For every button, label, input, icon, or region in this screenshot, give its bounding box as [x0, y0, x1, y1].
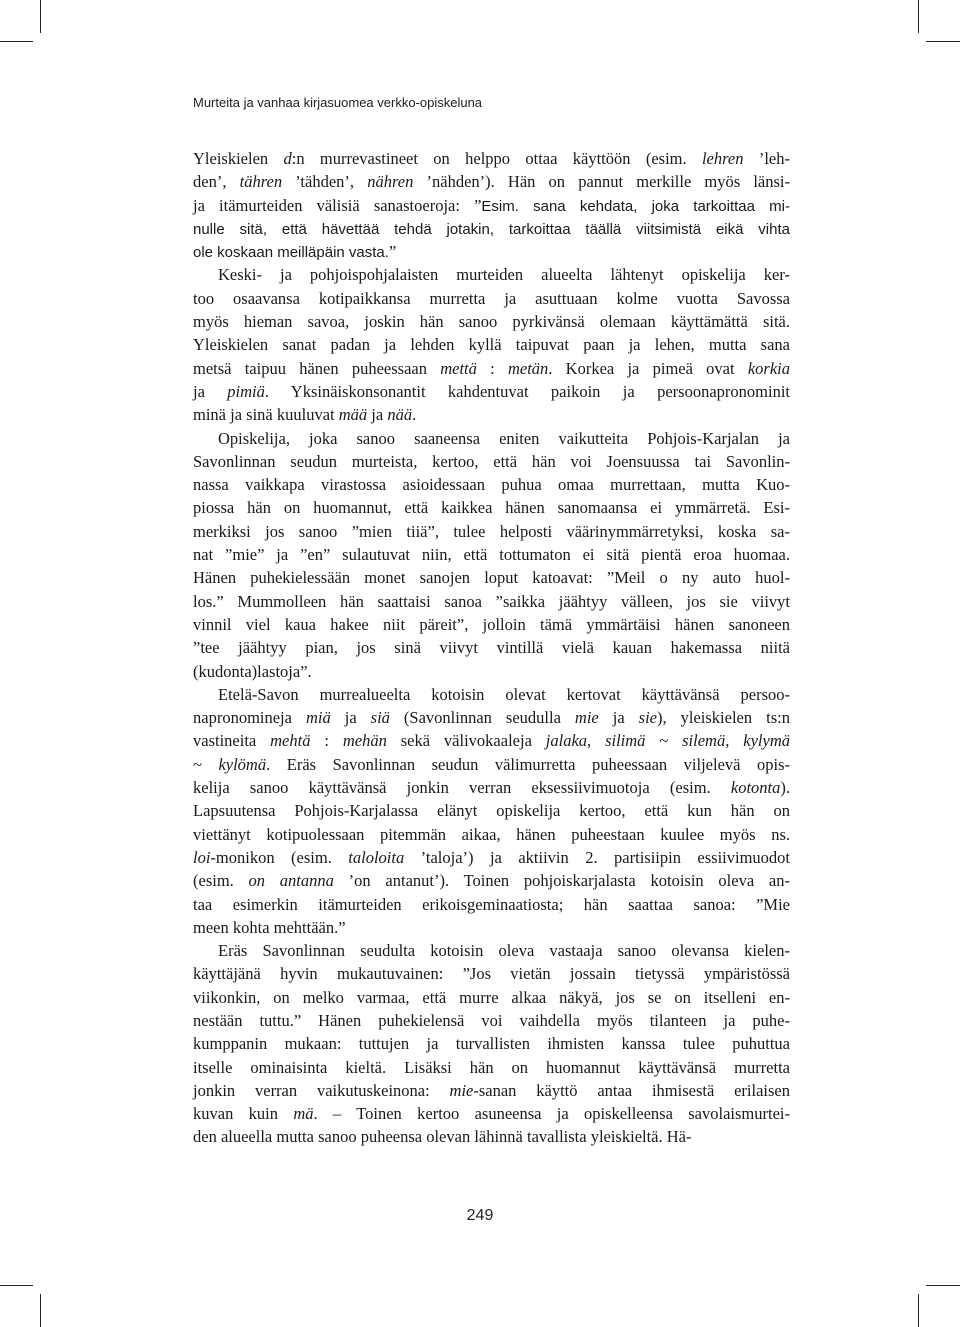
text-line: [193, 1009, 790, 1032]
text-line: [193, 823, 790, 846]
crop-mark: [40, 1294, 41, 1327]
text-run: Keski- ja pohjoispohjalaisten murteiden alueelta lähtenyt opiskelija ker-: [218, 265, 790, 285]
text-line: [193, 869, 790, 892]
text-run: minä ja sinä kuuluvat: [193, 405, 339, 425]
text-line: [193, 217, 790, 240]
text-run: piossa hän on huomannut, että kaikkea hänen sanomaansa ei ymmärretä. Esi-: [193, 498, 790, 518]
text-run: vinnil viel kaua hakee niit päreit”, jolloin tämä ymmärtäisi hänen sanoneen: [193, 614, 790, 634]
text-run: (kudonta)lastoja”.: [193, 661, 312, 681]
text-line: [193, 683, 790, 706]
crop-mark: [918, 0, 919, 33]
text-run: Lapsuutensa Pohjois-Karjalassa elänyt opiskelija kertoo, että kun hän on: [193, 801, 790, 821]
text-run: Etelä-Savon murrealueelta kotoisin olevat kertovat käyttävänsä persoo-: [218, 684, 790, 704]
text-run: . Yksinäiskonsonantit kahdentuvat paikoin ja persoonapronominit: [264, 381, 790, 401]
text-run: -monikon (esim.: [210, 847, 349, 867]
text-line: [193, 729, 790, 752]
text-run: ~: [645, 731, 683, 751]
text-run: mie: [449, 1080, 474, 1100]
text-run: sie: [638, 708, 658, 728]
text-run: nulle sitä, että hävettää tehdä jotakin, tarkoittaa täällä viitsimistä eikä vihta: [193, 220, 790, 238]
text-run: . Eräs Savonlinnan seudun välimurretta puheessaan viljelevä opis-: [266, 754, 790, 774]
text-run: taloloita: [348, 847, 405, 867]
text-run: ”tee jäähtyy pian, jos sinä viivyt vintillä vielä kauan hakemassa niitä: [193, 638, 790, 658]
text-line: [193, 427, 790, 450]
text-run: ja: [330, 708, 371, 728]
text-line: [193, 636, 790, 659]
text-run: vastineita: [193, 731, 271, 751]
text-run: den alueella mutta sanoo puheensa olevan lähinnä tavallista yleiskieltä. Hä-: [193, 1127, 692, 1147]
text-run: den’,: [193, 172, 240, 192]
text-run: kylömä: [218, 754, 267, 774]
text-run: .: [412, 405, 417, 425]
text-run: (Savonlinnan seudulla: [389, 708, 575, 728]
text-run: kotonta: [730, 778, 781, 798]
text-run: siä: [370, 708, 390, 728]
text-line: [193, 380, 790, 403]
text-run: ’tähden’,: [282, 172, 368, 192]
crop-mark: [40, 0, 41, 33]
text-run: viettänyt kotipuolessaan pitemmän aikaa, hänen puheestaan kuulee myös ns.: [193, 824, 790, 844]
text-run: silemä: [682, 731, 726, 751]
text-line: [193, 1102, 790, 1125]
text-run: ,: [725, 731, 744, 751]
text-run: kelija sanoo käyttävänsä jonkin verran eksessiivimuotoja (esim.: [193, 778, 731, 798]
text-run: lehren: [701, 149, 744, 168]
text-line: [193, 706, 790, 729]
text-run: los.” Mummolleen hän saattaisi sanoa ”saikka jäähtyy välleen, jos sie viivyt: [193, 591, 790, 611]
text-run: silimä: [605, 731, 646, 751]
text-run: ja: [598, 708, 639, 728]
text-run: on antanna: [248, 871, 334, 891]
text-line: [193, 1056, 790, 1079]
text-run: kuvan kuin: [193, 1104, 294, 1124]
text-run: jonkin verran vaikutuskeinona:: [193, 1080, 450, 1100]
crop-mark: [926, 41, 960, 42]
text-run: korkia: [747, 358, 790, 378]
text-run: ~: [193, 754, 219, 774]
text-run: sekä välivokaaleja: [386, 731, 546, 751]
text-run: tähren: [239, 172, 283, 192]
text-line: [193, 473, 790, 496]
text-line: [193, 660, 790, 683]
text-run: mehtä: [270, 731, 311, 751]
text-line: [193, 240, 790, 263]
text-run: . Korkea ja pimeä ovat: [548, 358, 748, 378]
text-run: pimiä: [227, 381, 265, 401]
text-run: d: [283, 149, 292, 168]
text-line: [193, 333, 790, 356]
text-run: mehän: [342, 731, 387, 751]
text-run: meen kohta mehttään.”: [193, 917, 346, 937]
text-line: [193, 496, 790, 519]
text-run: myös hieman savoa, joskin hän sanoo pyrkivänsä olemaan käyttämättä sitä.: [193, 312, 790, 332]
text-run: -sanan käyttö antaa ihmisestä erilaisen: [473, 1080, 790, 1100]
text-run: ’taloja’) ja aktiivin 2. partisiipin essiivimuodot: [404, 847, 790, 867]
text-run: :: [476, 358, 508, 378]
text-run: ja itämurteiden välisiä sanastoeroja: ”: [193, 195, 482, 215]
text-line: [193, 590, 790, 613]
text-run: ).: [780, 778, 790, 798]
text-run: ja: [367, 405, 388, 425]
text-run: Opiskelija, joka sanoo saaneensa eniten vaikutteita Pohjois-Karjalan ja: [218, 428, 790, 448]
text-run: ’leh-: [743, 149, 790, 168]
text-line: [193, 776, 790, 799]
text-run: Yleiskielen: [193, 149, 284, 168]
text-run: nassa vaikkapa virastossa asioidessaan puhua omaa murrettaan, mutta Kuo-: [193, 475, 790, 495]
text-run: Esim. sana kehdata, joka tarkoittaa mi-: [481, 197, 790, 215]
text-line: [193, 287, 790, 310]
text-run: ole koskaan meilläpäin vasta.: [193, 244, 389, 262]
text-run: miä: [305, 708, 331, 728]
text-run: metän: [507, 358, 549, 378]
text-run: mää: [338, 405, 368, 425]
text-line: [193, 147, 790, 170]
text-run: viikonkin, on melko varmaa, että murre alkaa näkyä, jos se on itselleni en-: [193, 987, 790, 1007]
text-line: [193, 566, 790, 589]
text-line: [193, 916, 790, 939]
crop-mark: [926, 1285, 960, 1286]
text-line: [193, 543, 790, 566]
text-line: [193, 613, 790, 636]
text-line: [193, 1125, 790, 1148]
text-run: nat ”mie” ja ”en” sulautuvat niin, että tottumaton ei sitä pientä eroa huomaa.: [193, 545, 790, 565]
text-line: [193, 939, 790, 962]
text-line: [193, 846, 790, 869]
text-run: nää: [387, 405, 413, 425]
text-run: kylymä: [743, 731, 790, 751]
text-run: :: [310, 731, 343, 751]
text-line: [193, 403, 790, 426]
text-run: metsä taipuu hänen puheessaan: [193, 358, 441, 378]
text-line: [193, 753, 790, 776]
text-line: [193, 986, 790, 1009]
text-run: ’on antanut’). Toinen pohjoiskarjalasta kotoisin oleva an-: [333, 871, 790, 891]
text-run: ”: [388, 242, 397, 262]
text-run: nestään tuttu.” Hänen puhekielensä voi vaihdella myös tilanteen ja puhe-: [193, 1010, 790, 1030]
text-line: [193, 893, 790, 916]
text-run: taa esimerkin itämurteiden erikoisgeminaatiosta; hän saattaa sanoa: ”Mie: [193, 894, 790, 914]
text-run: Savonlinnan seudun murteista, kertoo, että hän voi Joensuussa tai Savonlin-: [193, 451, 790, 471]
crop-mark: [918, 1294, 919, 1327]
text-run: Yleiskielen sanat padan ja lehden kyllä taipuvat paan ja lehen, mutta sana: [193, 335, 790, 355]
text-run: too osaavansa kotipaikkansa murretta ja asuttuaan kolme vuotta Savossa: [193, 288, 790, 308]
text-run: Hänen puhekielessään monet sanojen loput katoavat: ”Meil o ny auto huol-: [193, 568, 790, 588]
text-run: . – Toinen kertoo asuneensa ja opiskelleensa savolaismurtei-: [313, 1104, 790, 1124]
text-line: [193, 1032, 790, 1055]
text-line: [193, 962, 790, 985]
text-run: ,: [587, 731, 606, 751]
text-run: ), yleiskielen ts:n: [657, 708, 790, 728]
text-run: loi: [193, 847, 211, 867]
text-run: nähren: [367, 172, 414, 192]
text-run: ’nähden’). Hän on pannut merkille myös länsi-: [413, 172, 790, 192]
body-text: [193, 147, 790, 1149]
crop-mark: [0, 41, 33, 42]
page-number: 249: [466, 1207, 494, 1224]
text-run: jalaka: [545, 731, 588, 751]
text-run: Eräs Savonlinnan seudulta kotoisin oleva vastaaja sanoo olevansa kielen-: [218, 941, 790, 961]
text-run: mettä: [440, 358, 477, 378]
text-line: [193, 450, 790, 473]
text-run: (esim.: [193, 871, 249, 891]
text-line: [193, 263, 790, 286]
text-line: [193, 799, 790, 822]
text-run: mä: [293, 1104, 314, 1124]
text-line: [193, 310, 790, 333]
crop-mark: [0, 1285, 33, 1286]
text-line: [193, 194, 790, 217]
text-run: itselle ominaisinta kieltä. Lisäksi hän on huomannut käyttävänsä murretta: [193, 1057, 790, 1077]
text-run: mie: [574, 708, 599, 728]
running-head: Murteita ja vanhaa kirjasuomea verkko-opiskeluna: [193, 95, 483, 110]
text-run: merkiksi jos sanoo ”mien tiiä”, tulee helposti väärinymmärretyksi, koska sa-: [193, 521, 790, 541]
text-run: ja: [193, 381, 228, 401]
text-run: :n murrevastineet on helppo ottaa käyttöön (esim.: [291, 149, 702, 168]
text-line: [193, 520, 790, 543]
text-run: kumppanin mukaan: tuttujen ja turvallisten ihmisten kanssa tulee puhuttua: [193, 1034, 790, 1054]
text-line: [193, 1079, 790, 1102]
text-run: käyttäjänä hyvin mukautuvainen: ”Jos vietän jossain tietyssä ympäristössä: [193, 964, 790, 984]
text-line: [193, 170, 790, 193]
text-run: napronomineja: [193, 708, 306, 728]
text-line: [193, 357, 790, 380]
